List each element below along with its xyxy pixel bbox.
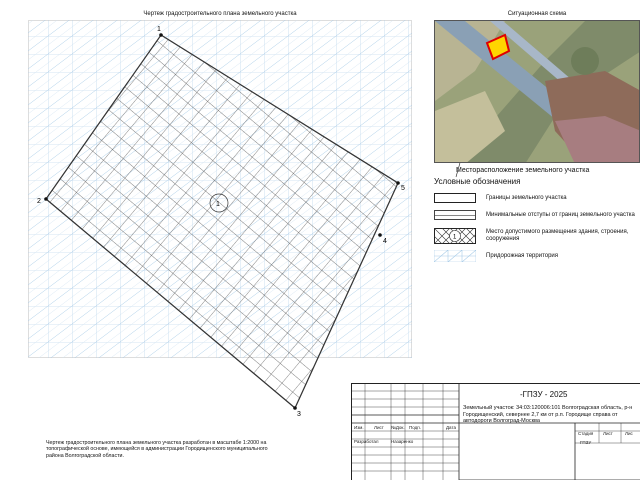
- developer-name: Назаренко: [391, 439, 414, 444]
- situation-map: [434, 20, 640, 163]
- point-4: [378, 233, 382, 237]
- point-label-3: 3: [297, 411, 301, 418]
- point-1: [159, 33, 163, 37]
- parcel-description: Земельный участок: 34:03:120006:101 Волгоградская область, р-н Городищенский, севернее 2,7 км от р.п. Городище справа от автодороги Волгоград-Москва: [463, 405, 633, 424]
- legend-label-boundary: Границы земельного участка: [486, 195, 567, 201]
- document-code: -ГПЗУ - 2025: [520, 390, 568, 399]
- header-sign: Подп.: [409, 425, 421, 430]
- stage-value: ГПЗУ: [580, 440, 592, 445]
- sheets-header: Лис: [625, 431, 633, 436]
- header-izm: Изм.: [354, 425, 364, 430]
- header-date: Дата: [446, 425, 456, 430]
- legend-swatch-building-zone: [434, 228, 476, 244]
- legend-swatch-boundary: [434, 193, 476, 203]
- legend-label-roadside: Придорожная территория: [486, 253, 559, 259]
- scale-note: Чертеж градостроительного плана земельного участка разработан в масштабе 1:2000 на топографической основе, имеющейся в администрации Городищенского муниципального района Волгоградской области.: [46, 440, 268, 459]
- header-list: Лист: [374, 425, 384, 430]
- point-label-1: 1: [157, 26, 161, 33]
- plan-title: Чертеж градостроительного плана земельного участка: [143, 11, 297, 17]
- location-label: Месторасположение земельного участка: [456, 167, 590, 174]
- situation-map-title: Ситуационная схема: [507, 11, 567, 17]
- point-label-4: 4: [383, 238, 387, 245]
- legend-title: Условные обозначения: [434, 177, 521, 186]
- header-doc: №Док.: [391, 425, 405, 430]
- legend-label-building-zone: Место допустимого размещения здания, строения, сооружения: [486, 229, 629, 242]
- svg-text:1: 1: [453, 234, 457, 241]
- title-block-grid: [351, 383, 640, 480]
- stage-header: Стадия: [578, 431, 594, 436]
- point-label-2: 2: [37, 198, 41, 205]
- point-2: [44, 197, 48, 201]
- point-label-5: 5: [401, 185, 405, 192]
- sheet-header: Лист: [603, 431, 613, 436]
- situation-map-image: [435, 21, 640, 163]
- legend-label-setback: Минимальные отступы от границ земельного участка: [486, 212, 635, 218]
- legend-swatch-roadside: [434, 250, 476, 262]
- point-5: [396, 181, 400, 185]
- developed-label: Разработал: [354, 439, 379, 444]
- legend-swatch-setback: [434, 210, 476, 220]
- zone-marker-label: 1: [216, 201, 220, 208]
- point-3: [293, 406, 297, 410]
